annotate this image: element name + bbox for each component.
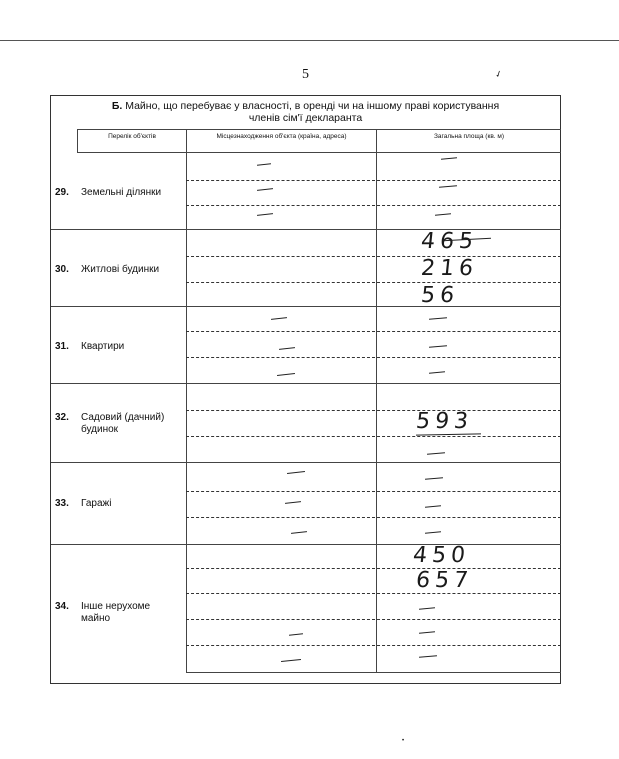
dashed-line — [186, 282, 561, 283]
handwritten-area-value: 56 — [419, 283, 461, 308]
row-number-32: 32. — [55, 412, 69, 423]
empty-field-dash — [257, 188, 273, 191]
page-top-rule — [0, 40, 619, 41]
header-bottom-line — [77, 152, 561, 153]
empty-field-dash — [281, 659, 301, 662]
dashed-line — [186, 593, 561, 594]
empty-field-dash — [435, 213, 451, 215]
empty-field-dash — [425, 477, 443, 480]
column-header-location: Місцезнаходження об'єкта (країна, адреса) — [216, 133, 347, 140]
dashed-line — [186, 331, 561, 332]
row-separator — [51, 462, 561, 463]
header-top-line — [77, 129, 561, 130]
row-label-houses: Житлові будинки — [81, 264, 160, 275]
dashed-line — [186, 410, 561, 411]
empty-field-dash — [419, 631, 435, 633]
empty-field-dash — [279, 347, 295, 350]
dashed-line — [186, 568, 561, 569]
column-divider-1 — [186, 129, 187, 672]
section-title-line1: Майно, що перебуває у власності, в оренді чи на іншому праві користування — [125, 100, 500, 112]
row-label-other-property: Інше нерухоме майно — [81, 601, 151, 624]
row-number-30: 30. — [55, 264, 69, 275]
row-label-apartments: Квартири — [81, 341, 125, 352]
row-separator — [51, 383, 561, 384]
empty-field-dash — [429, 317, 447, 320]
check-mark-icon: ✓ — [493, 68, 504, 81]
empty-field-dash — [425, 531, 441, 533]
dashed-line — [186, 357, 561, 358]
dashed-line — [186, 491, 561, 492]
dashed-line — [186, 436, 561, 437]
row-number-29: 29. — [55, 187, 69, 198]
handwritten-area-value: 465 — [419, 229, 480, 254]
property-form — [50, 95, 561, 684]
page-number: 5 — [302, 67, 309, 82]
empty-field-dash — [289, 633, 303, 635]
section-title — [51, 100, 560, 124]
empty-field-dash — [271, 317, 287, 320]
empty-field-dash — [429, 371, 445, 373]
dashed-line — [186, 645, 561, 646]
empty-field-dash — [285, 501, 301, 504]
row-separator — [51, 544, 561, 545]
empty-field-dash — [419, 607, 435, 609]
empty-field-dash — [439, 185, 457, 188]
row-label-country-house: Садовий (дачний) будинок — [81, 412, 165, 435]
column-header-objects: Перелік об'єктів — [108, 133, 156, 140]
section-letter: Б. — [111, 100, 123, 112]
row-separator — [51, 306, 561, 307]
empty-field-dash — [277, 373, 295, 376]
dashed-line — [186, 256, 561, 257]
handwritten-area-value: 657 — [414, 568, 475, 593]
empty-field-dash — [257, 213, 273, 216]
empty-field-dash — [427, 452, 445, 455]
column-header-area: Загальна площа (кв. м) — [433, 133, 505, 140]
dashed-line — [186, 517, 561, 518]
handwritten-area-value: 593 — [414, 409, 475, 434]
row-label-garages: Гаражі — [81, 498, 112, 509]
empty-field-dash — [441, 157, 457, 159]
handwritten-area-value: 450 — [411, 543, 472, 568]
row-separator — [186, 672, 561, 673]
section-title-line2: членів сім'ї декларанта — [248, 112, 363, 124]
empty-field-dash — [429, 345, 447, 348]
dashed-line — [186, 205, 561, 206]
empty-field-dash — [425, 505, 441, 507]
empty-field-dash — [257, 163, 271, 165]
row-number-31: 31. — [55, 341, 69, 352]
row-label-land: Земельні ділянки — [81, 187, 162, 198]
row-number-33: 33. — [55, 498, 69, 509]
dashed-line — [186, 180, 561, 181]
dashed-line — [186, 619, 561, 620]
handwritten-area-value: 216 — [419, 256, 480, 281]
empty-field-dash — [291, 531, 307, 534]
empty-field-dash — [287, 471, 305, 474]
empty-field-dash — [419, 655, 437, 658]
column-divider-2 — [376, 129, 377, 672]
row-separator — [51, 229, 561, 230]
scan-speck: • — [402, 738, 405, 744]
row-number-34: 34. — [55, 601, 69, 612]
